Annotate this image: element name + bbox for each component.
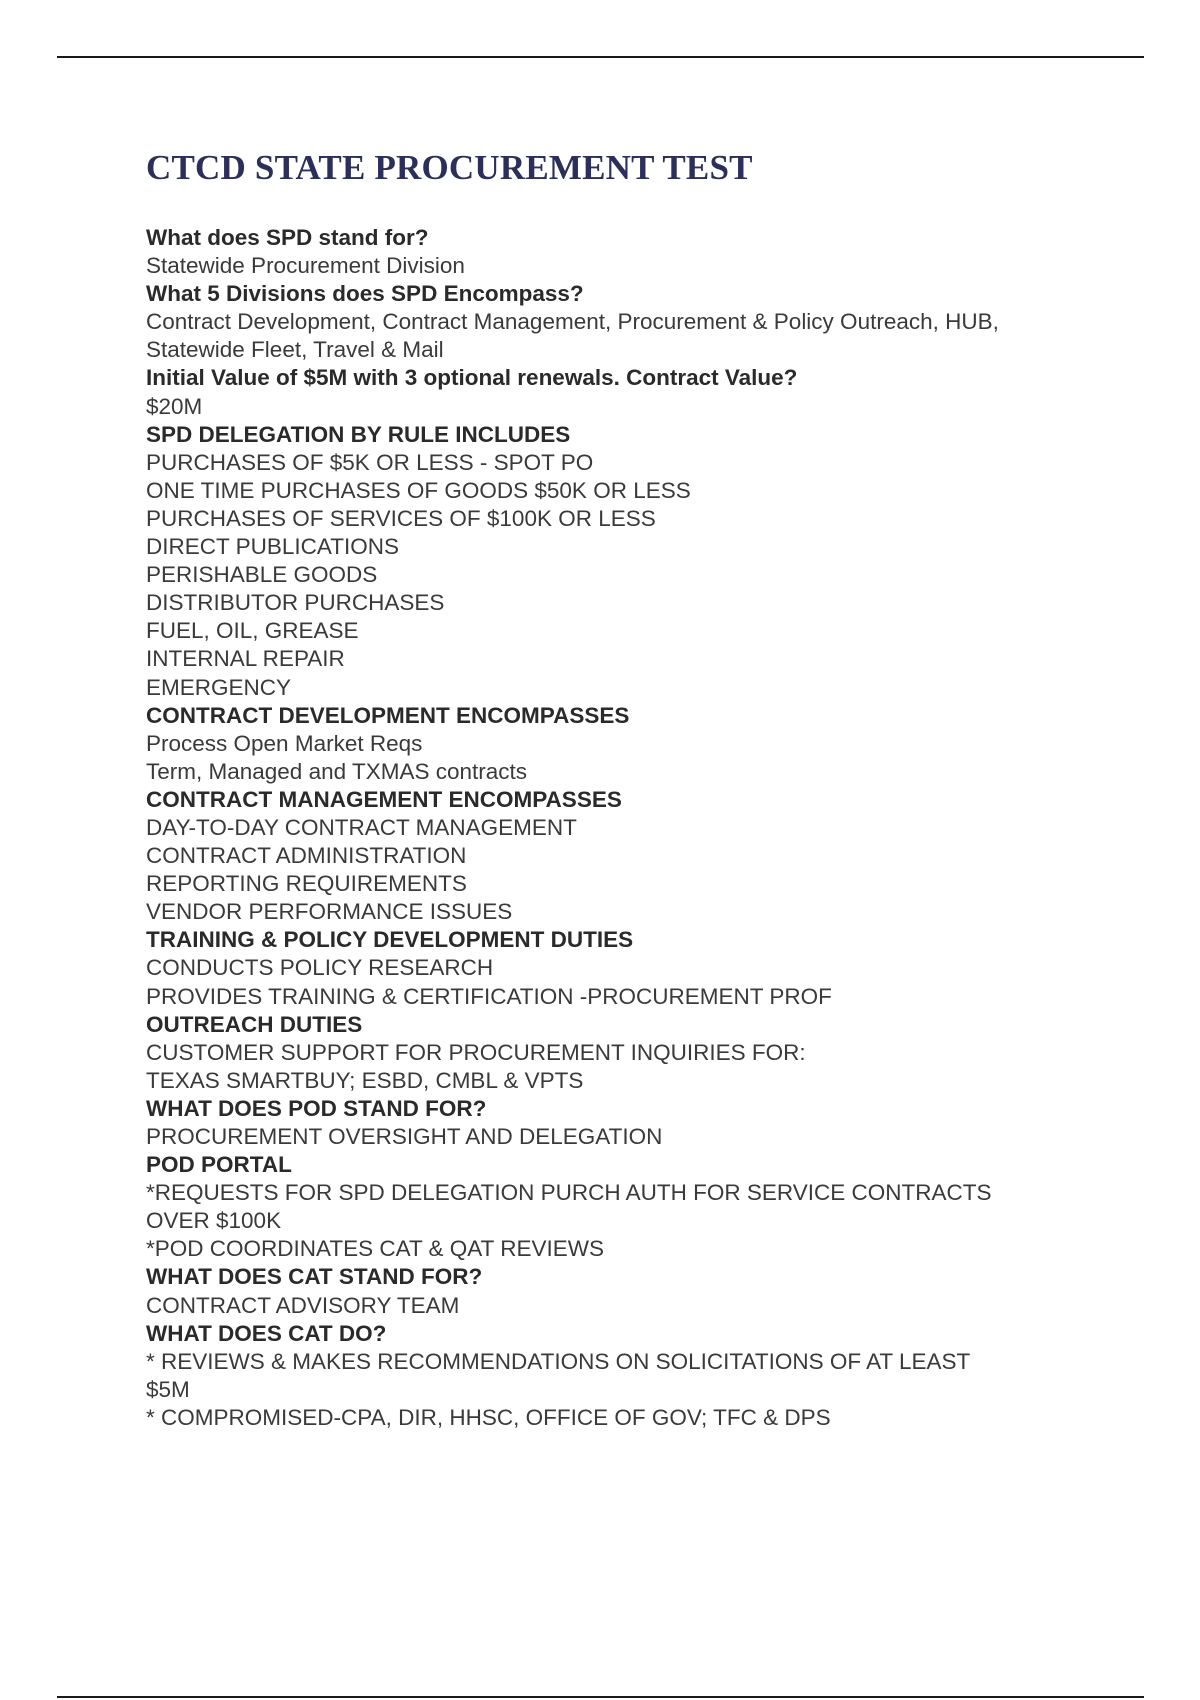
- question: What does SPD stand for?: [146, 225, 429, 250]
- question: What 5 Divisions does SPD Encompass?: [146, 281, 584, 307]
- answer-line: PURCHASES OF $5K OR LESS - SPOT PO: [146, 449, 594, 475]
- question: WHAT DOES CAT DO?: [146, 1320, 387, 1346]
- answer-line: *REQUESTS FOR SPD DELEGATION PURCH AUTH FOR SERVICE CONTRACTS: [146, 1180, 992, 1206]
- qa-item: [146, 702, 1106, 786]
- question: WHAT DOES POD STAND FOR?: [146, 1095, 487, 1121]
- answer-line: CONTRACT ADMINISTRATION: [146, 843, 467, 869]
- answer-line: REPORTING REQUIREMENTS: [146, 871, 467, 897]
- question: POD PORTAL: [146, 1152, 292, 1178]
- document-body: [146, 146, 1106, 1432]
- qa-item: [146, 786, 1106, 926]
- question: TRAINING & POLICY DEVELOPMENT DUTIES: [146, 927, 634, 953]
- qa-list: [146, 224, 1106, 1432]
- answer-line: *POD COORDINATES CAT & QAT REVIEWS: [146, 1236, 604, 1262]
- question: WHAT DOES CAT STAND FOR?: [146, 1264, 483, 1290]
- question: Initial Value of $5M with 3 optional renewals. Contract Value?: [146, 365, 798, 391]
- qa-item: [146, 364, 1106, 420]
- answer-line: PROVIDES TRAINING & CERTIFICATION -PROCUREMENT PROF: [146, 983, 832, 1009]
- qa-item: [146, 1151, 1106, 1263]
- answer-line: Statewide Procurement Division: [146, 253, 465, 279]
- qa-item: [146, 1011, 1106, 1095]
- answer-line: CONTRACT ADVISORY TEAM: [146, 1292, 460, 1318]
- answer-line: Contract Development, Contract Management, Procurement & Policy Outreach, HUB,: [146, 309, 999, 335]
- answer-line: INTERNAL REPAIR: [146, 646, 345, 672]
- answer-line: DISTRIBUTOR PURCHASES: [146, 590, 445, 616]
- question: OUTREACH DUTIES: [146, 1011, 363, 1037]
- answer-line: Statewide Fleet, Travel & Mail: [146, 337, 444, 363]
- answer-line: * REVIEWS & MAKES RECOMMENDATIONS ON SOLICITATIONS OF AT LEAST: [146, 1348, 971, 1374]
- qa-item: [146, 926, 1106, 1010]
- answer-line: DIRECT PUBLICATIONS: [146, 534, 399, 560]
- bottom-divider: [57, 1696, 1144, 1698]
- qa-item: [146, 1320, 1106, 1432]
- qa-item: [146, 280, 1106, 364]
- answer-line: FUEL, OIL, GREASE: [146, 618, 359, 644]
- question: CONTRACT MANAGEMENT ENCOMPASSES: [146, 786, 622, 812]
- qa-item: [146, 1263, 1106, 1319]
- qa-item: [146, 224, 1106, 280]
- answer-line: CONDUCTS POLICY RESEARCH: [146, 955, 494, 981]
- qa-item: [146, 421, 1106, 702]
- answer-line: EMERGENCY: [146, 674, 292, 700]
- answer-line: VENDOR PERFORMANCE ISSUES: [146, 899, 513, 925]
- answer-line: * COMPROMISED-CPA, DIR, HHSC, OFFICE OF GOV; TFC & DPS: [146, 1404, 831, 1430]
- answer-line: PURCHASES OF SERVICES OF $100K OR LESS: [146, 505, 656, 531]
- qa-item: [146, 1095, 1106, 1151]
- answer-line: Process Open Market Reqs: [146, 730, 423, 756]
- answer-line: OVER $100K: [146, 1208, 282, 1234]
- document-title: CTCD STATE PROCUREMENT TEST: [146, 148, 753, 187]
- answer-line: TEXAS SMARTBUY; ESBD, CMBL & VPTS: [146, 1067, 584, 1093]
- answer-line: PERISHABLE GOODS: [146, 562, 378, 588]
- answer-line: Term, Managed and TXMAS contracts: [146, 758, 528, 784]
- top-divider: [57, 56, 1144, 58]
- answer-line: PROCUREMENT OVERSIGHT AND DELEGATION: [146, 1124, 663, 1149]
- question: SPD DELEGATION BY RULE INCLUDES: [146, 421, 571, 447]
- answer-line: CUSTOMER SUPPORT FOR PROCUREMENT INQUIRIES FOR:: [146, 1039, 806, 1065]
- answer-line: ONE TIME PURCHASES OF GOODS $50K OR LESS: [146, 477, 691, 503]
- answer-line: $5M: [146, 1376, 190, 1402]
- question: CONTRACT DEVELOPMENT ENCOMPASSES: [146, 702, 630, 728]
- answer-line: DAY-TO-DAY CONTRACT MANAGEMENT: [146, 814, 577, 840]
- answer-line: $20M: [146, 393, 203, 419]
